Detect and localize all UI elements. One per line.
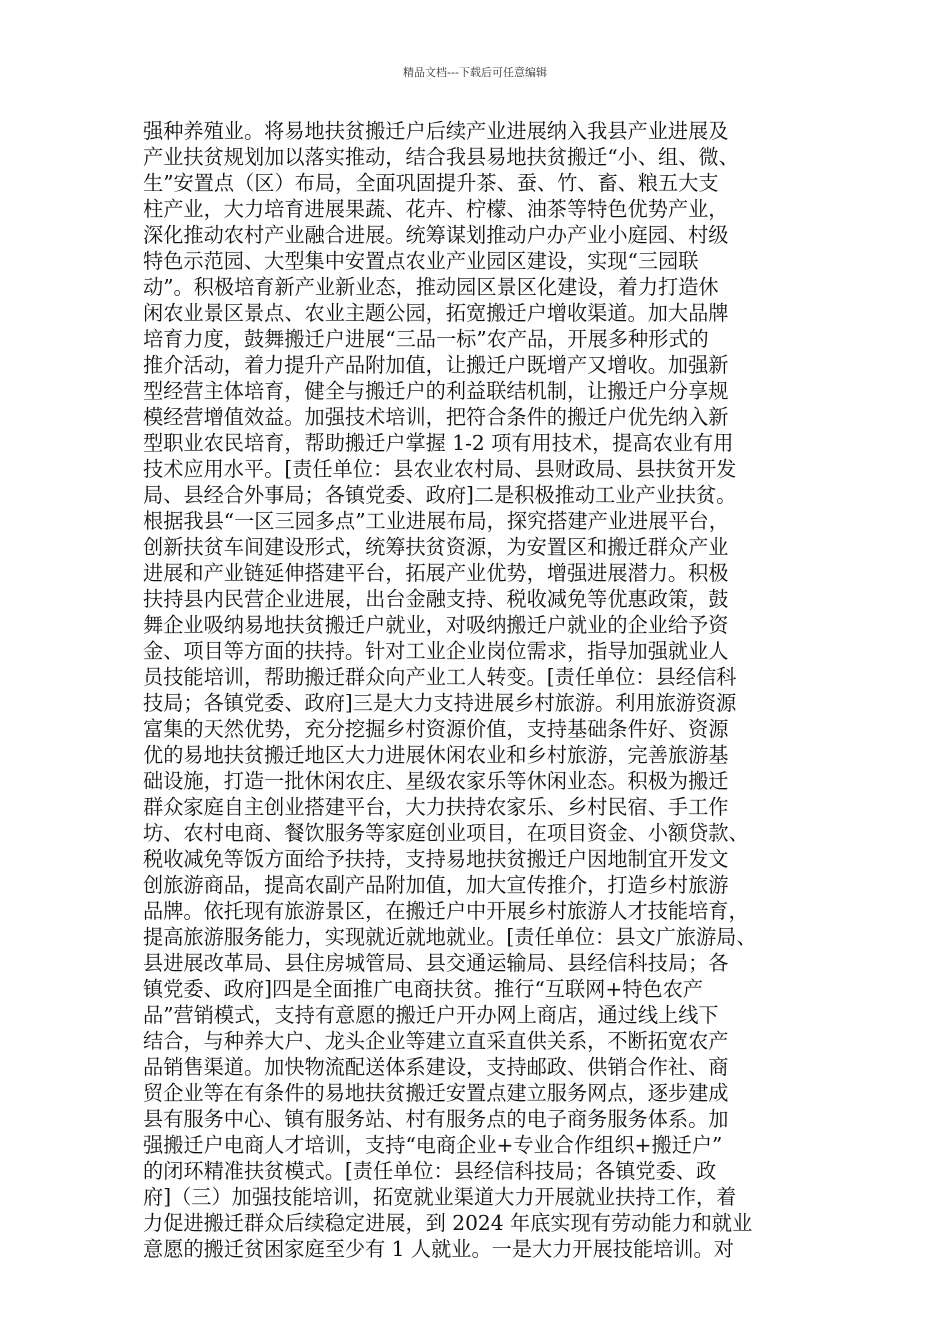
text-line: 富集的天然优势，充分挖掘乡村资源价值，支持基础条件好、资源 — [143, 717, 729, 741]
text-line: 局、县经合外事局；各镇党委、政府]二是积极推动工业产业扶贫。 — [143, 483, 737, 507]
text-line: 镇党委、政府]四是全面推广电商扶贫。推行“互联网+特色农产 — [143, 977, 703, 1001]
text-line: 坊、农村电商、餐饮服务等家庭创业项目，在项目资金、小额贷款、 — [143, 821, 749, 845]
text-line: 创旅游商品，提高农副产品附加值，加大宣传推介，打造乡村旅游 — [143, 873, 729, 897]
text-line: 优的易地扶贫搬迁地区大力进展休闲农业和乡村旅游，完善旅游基 — [143, 743, 729, 767]
text-line: 动”。积极培育新产业新业态，推动园区景区化建设，着力打造休 — [143, 275, 719, 299]
text-line: 生”安置点（区）布局，全面巩固提升茶、蚕、竹、畜、粮五大支 — [143, 171, 719, 195]
text-line: 创新扶贫车间建设形式，统筹扶贫资源，为安置区和搬迁群众产业 — [143, 535, 729, 559]
text-line: 模经营增值效益。加强技术培训，把符合条件的搬迁户优先纳入新 — [143, 405, 729, 429]
text-line: 金、项目等方面的扶持。针对工业企业岗位需求，指导加强就业人 — [143, 639, 729, 663]
text-line: 品销售渠道。加快物流配送体系建设，支持邮政、供销合作社、商 — [143, 1055, 729, 1079]
text-line: 贸企业等在有条件的易地扶贫搬迁安置点建立服务网点，逐步建成 — [143, 1081, 729, 1105]
text-line: 进展和产业链延伸搭建平台，拓展产业优势，增强进展潜力。积极 — [143, 561, 729, 585]
text-line: 特色示范园、大型集中安置点农业产业园区建设，实现“三园联 — [143, 249, 699, 273]
text-line: 柱产业，大力培育进展果蔬、花卉、柠檬、油茶等特色优势产业， — [143, 197, 729, 221]
text-line: 府]（三）加强技能培训，拓宽就业渠道大力开展就业扶持工作，着 — [143, 1185, 737, 1209]
text-line: 强搬迁户电商人才培训，支持“电商企业+专业合作组织+搬迁户” — [143, 1133, 723, 1157]
text-line: 税收减免等饭方面给予扶持，支持易地扶贫搬迁户因地制宜开发文 — [143, 847, 729, 871]
text-line: 提高旅游服务能力，实现就近就地就业。[责任单位：县文广旅游局、 — [143, 925, 757, 949]
text-line: 结合，与种养大户、龙头企业等建立直采直供关系，不断拓宽农产 — [143, 1029, 729, 1053]
text-line: 闲农业景区景点、农业主题公园，拓宽搬迁户增收渠道。加大品牌 — [143, 301, 729, 325]
text-line: 群众家庭自主创业搭建平台，大力扶持农家乐、乡村民宿、手工作 — [143, 795, 729, 819]
text-line: 技术应用水平。[责任单位：县农业农村局、县财政局、县扶贫开发 — [143, 457, 737, 481]
text-line: 县进展改革局、县住房城管局、县交通运输局、县经信科技局；各 — [143, 951, 729, 975]
text-line: 培育力度，鼓舞搬迁户进展“三品一标”农产品，开展多种形式的 — [143, 327, 709, 351]
text-line: 推介活动，着力提升产品附加值，让搬迁户既增产又增收。加强新 — [143, 353, 729, 377]
text-line: 型职业农民培育，帮助搬迁户掌握 1-2 项有用技术，提高农业有用 — [143, 431, 734, 455]
text-line: 县有服务中心、镇有服务站、村有服务点的电子商务服务体系。加 — [143, 1107, 729, 1131]
text-line: 舞企业吸纳易地扶贫搬迁户就业，对吸纳搬迁户就业的企业给予资 — [143, 613, 729, 637]
text-line: 力促进搬迁群众后续稳定进展，到 2024 年底实现有劳动能力和就业 — [143, 1211, 753, 1235]
document-body — [143, 118, 821, 1262]
text-line: 扶持县内民营企业进展，出台金融支持、税收减免等优惠政策，鼓 — [143, 587, 729, 611]
text-line: 员技能培训，帮助搬迁群众向产业工人转变。[责任单位：县经信科 — [143, 665, 737, 689]
text-line: 意愿的搬迁贫困家庭至少有 1 人就业。一是大力开展技能培训。对 — [143, 1237, 734, 1261]
text-line: 强种养殖业。将易地扶贫搬迁户后续产业进展纳入我县产业进展及 — [143, 119, 729, 143]
text-line: 品”营销模式，支持有意愿的搬迁户开办网上商店，通过线上线下 — [143, 1003, 719, 1027]
text-line: 产业扶贫规划加以落实推动，结合我县易地扶贫搬迁“小、组、微、 — [143, 145, 739, 169]
text-line: 深化推动农村产业融合进展。统筹谋划推动户办产业小庭园、村级 — [143, 223, 729, 247]
text-line: 根据我县“一区三园多点”工业进展布局，探究搭建产业进展平台， — [143, 509, 729, 533]
page-header: 精品文档---下载后可任意编辑 — [403, 66, 547, 79]
text-line: 型经营主体培育，健全与搬迁户的利益联结机制，让搬迁户分享规 — [143, 379, 729, 403]
text-line: 础设施，打造一批休闲农庄、星级农家乐等休闲业态。积极为搬迁 — [143, 769, 729, 793]
text-line: 的闭环精准扶贫模式。[责任单位：县经信科技局；各镇党委、政 — [143, 1159, 717, 1183]
text-line: 品牌。依托现有旅游景区，在搬迁户中开展乡村旅游人才技能培育， — [143, 899, 749, 923]
text-line: 技局；各镇党委、政府]三是大力支持进展乡村旅游。利用旅游资源 — [143, 691, 737, 715]
